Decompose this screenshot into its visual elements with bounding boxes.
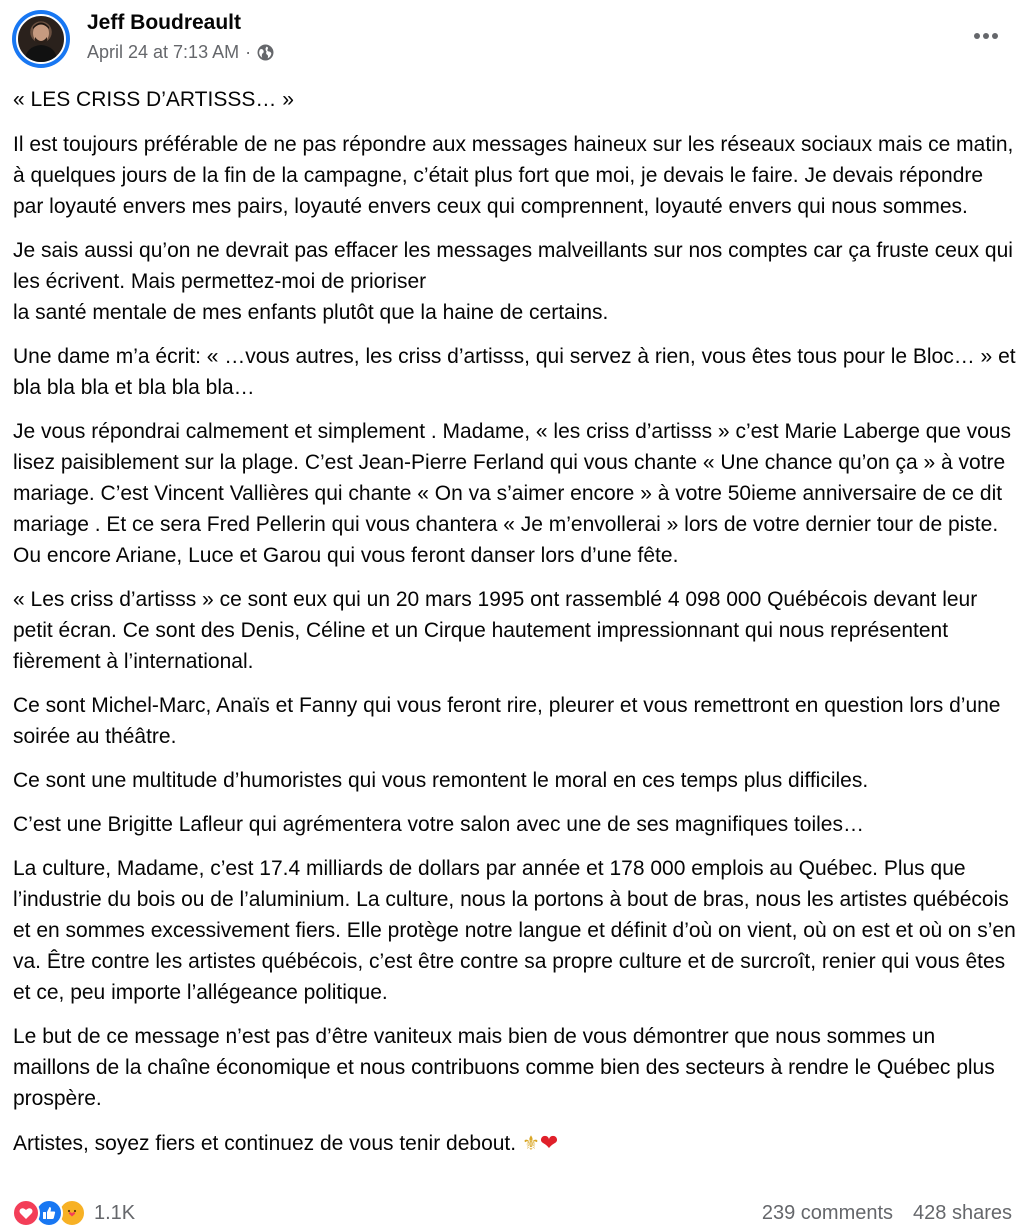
paragraph: Ce sont Michel-Marc, Anaïs et Fanny qui vous feront rire, pleurer et vous remettront en question lors d’une soirée au théâtre. xyxy=(13,694,1001,748)
love-reaction-icon xyxy=(12,1199,40,1227)
fleur-de-lis-icon: ⚜ xyxy=(521,1133,540,1155)
author-name[interactable]: Jeff Boudreault xyxy=(87,11,242,34)
heart-icon: ❤ xyxy=(539,1130,559,1155)
reaction-summary[interactable] xyxy=(12,1199,135,1227)
reaction-count[interactable]: 1.1K xyxy=(94,1201,136,1224)
paragraph: La culture, Madame, c’est 17.4 milliards de dollars par année et 178 000 emplois au Québec. Plus que l’industrie du bois ou de l’aluminium. La culture, nous la portons à bout de bras, nous les artistes québécois et en sommes excessivement fiers. Elle protège notre langue et définit d’où on vient, où on est et où on s’en va. Être contre les artistes québécois, c’est être contre sa propre culture et de surcroît, renier qui vous êtes et ce, peu importe l’allégeance politique. xyxy=(13,857,1016,1004)
shares-count-link[interactable]: 428 shares xyxy=(913,1201,1012,1224)
post-title: « LES CRISS D’ARTISSS… » xyxy=(13,88,294,111)
paragraph: Je vous répondrai calmement et simplement . Madame, « les criss d’artisss » c’est Marie Laberge que vous lisez paisiblement sur la plage. C’est Jean-Pierre Ferland qui vous chante « Une chance qu’on ça » à votre mariage. C’est Vincent Vallières qui chante « On va s’aimer encore » à votre 50ieme anniversaire de ce dit mariage . Et ce sera Fred Pellerin qui vous chantera « Je m’envollerai » lors de votre dernier tour de piste. Ou encore Ariane, Luce et Garou qui vous feront danser lors d’une fête. xyxy=(13,420,1011,567)
paragraph: Une dame m’a écrit: « …vous autres, les criss d’artisss, qui servez à rien, vous êtes tous pour le Bloc… » et bla bla bla et bla bla bla… xyxy=(13,345,1016,399)
closing-paragraph xyxy=(13,1127,1017,1160)
post-content xyxy=(13,84,1017,1173)
more-horizontal-icon xyxy=(973,32,999,40)
more-options-button[interactable] xyxy=(968,18,1004,54)
engagement-bar xyxy=(12,1196,1012,1230)
engagement-stats xyxy=(762,1202,1012,1225)
paragraph: C’est une Brigitte Lafleur qui agrémentera votre salon avec une de ses magnifiques toiles… xyxy=(13,813,864,836)
paragraph: Ce sont une multitude d’humoristes qui vous remontent le moral en ces temps plus difficiles. xyxy=(13,769,869,792)
post-timestamp[interactable]: April 24 at 7:13 AM xyxy=(87,42,240,62)
paragraph: « Les criss d’artisss » ce sont eux qui un 20 mars 1995 ont rassemblé 4 098 000 Québécois devant leur petit écran. Ce sont des Denis, Céline et un Cirque hautement impressionnant qui nous représentent fièrement à l’international. xyxy=(13,588,978,673)
post-meta xyxy=(87,42,274,63)
comments-count-link[interactable]: 239 comments xyxy=(761,1201,894,1224)
person-silhouette-icon xyxy=(18,16,64,62)
globe-icon[interactable] xyxy=(257,44,274,61)
avatar[interactable] xyxy=(12,10,70,68)
closing-text: Artistes, soyez fiers et continuez de vous tenir debout. xyxy=(13,1132,522,1155)
paragraph: Le but de ce message n’est pas d’être vaniteux mais bien de vous démontrer que nous sommes un maillons de la chaîne économique et nous contribuons comme bien des secteurs à rendre le Québec plus prospère. xyxy=(13,1025,995,1110)
meta-separator: · xyxy=(245,42,252,62)
paragraph: Il est toujours préférable de ne pas répondre aux messages haineux sur les réseaux sociaux mais ce matin, à quelques jours de la fin de la campagne, c’était plus fort que moi, je devais le faire. Je devais répondre par loyauté envers mes pairs, loyauté envers ceux qui comprennent, loyauté envers qui nous sommes. xyxy=(13,133,1014,218)
profile-photo xyxy=(16,14,66,64)
paragraph: Je sais aussi qu’on ne devrait pas effacer les messages malveillants sur nos comptes car ça fruste ceux qui les écrivent. Mais permettez-moi de prioriser la santé mentale de mes enfants plutôt que la haine de certains. xyxy=(13,239,1013,324)
post-header xyxy=(10,8,1014,70)
